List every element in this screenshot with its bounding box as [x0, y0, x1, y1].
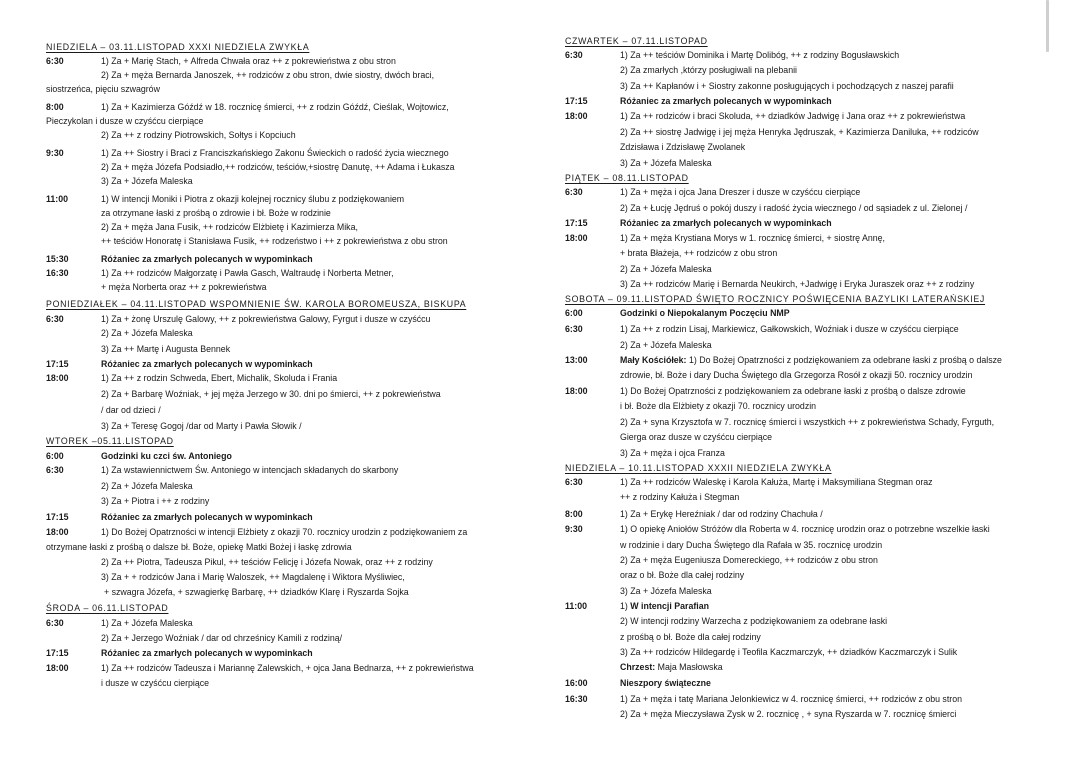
intention-text: 1) Za ++ z rodzin Lisaj, Markiewicz, Gałkowskich, Woźniak i dusze w czyśćcu cierpiące: [620, 324, 959, 334]
intention-text: ++ z rodziny Kałuża i Stegman: [620, 492, 740, 502]
intention-line: [46, 525, 526, 539]
intention-text: 1) Do Bożej Opatrzności z podziękowaniem za odebrane łaski z prośbą o dalsze zdrowie: [620, 386, 966, 396]
mass-time: 6:30: [565, 187, 583, 197]
intention-line: [565, 446, 1045, 460]
intention-line: [565, 94, 1045, 108]
intention-line: [565, 553, 1045, 567]
mass-time: 13:00: [565, 355, 588, 365]
intention-text: 2) Za + męża Bernarda Janoszek, ++ rodziców z obu stron, dwie siostry, dwóch braci,: [101, 70, 435, 80]
intention-text: Różaniec za zmarłych polecanych w wypominkach: [101, 254, 313, 264]
intention-text: Różaniec za zmarłych polecanych w wypominkach: [101, 648, 313, 658]
intention-line: [565, 246, 1045, 260]
mass-time: 6:30: [565, 50, 583, 60]
intention-line: [46, 128, 526, 142]
intention-line: [46, 676, 526, 690]
mass-time: 18:00: [46, 527, 69, 537]
intention-text: 1) Do Bożej Opatrzności w intencji Elżbiety z okazji 70. rocznicy urodzin z podziękowaniem za: [101, 527, 468, 537]
intention-text: 1) Za + Józefa Maleska: [101, 618, 193, 628]
intention-text: [620, 353, 1002, 367]
intention-text: 2) Za + syna Krzysztofa w 7. rocznicę śmierci i wszystkich ++ z pokrewieństwa Schady, Fyrguth,: [620, 417, 995, 427]
intention-text: za otrzymane łaski z prośbą o zdrowie i bł. Boże w rodzinie: [101, 208, 331, 218]
intention-text: Różaniec za zmarłych polecanych w wypominkach: [101, 512, 313, 522]
intention-text: 3) Za ++ rodziców Hildegardę i Teofila Kaczmarczyk, ++ dziadków Kaczmarczyk i Sulik: [620, 647, 958, 657]
intention-line: [565, 79, 1045, 93]
mass-time: 16:30: [565, 694, 588, 704]
intention-line: [46, 326, 526, 340]
intention-line: [565, 707, 1045, 721]
intention-line: [565, 568, 1045, 582]
intention-line: [46, 146, 526, 160]
intention-line: [565, 614, 1045, 628]
intention-line: [565, 660, 1045, 674]
intention-text: 3) Za ++ Kapłanów i + Siostry zakonne posługujących i pochodzących z naszej parafii: [620, 81, 954, 91]
intention-text: 1) Za + Marię Stach, + Alfreda Chwała oraz ++ z pokrewieństwa z obu stron: [101, 56, 396, 66]
intention-text: 3) Za ++ rodziców Marię i Bernarda Neukirch, +Jadwigę i Eryka Juraszek oraz ++ z rodziny: [620, 279, 975, 289]
intention-text: Godzinki ku czci św. Antoniego: [101, 451, 232, 461]
mass-time: 17:15: [46, 648, 69, 658]
intention-line: [565, 399, 1045, 413]
intention-text: ++ teściów Honoratę i Stanisława Fusik, ++ rodzeństwo i ++ z pokrewieństwa z obu stron: [101, 236, 448, 246]
intention-line: [565, 322, 1045, 336]
intention-text: 3) Za + Piotra i ++ z rodziny: [101, 496, 210, 506]
intention-text: 1) Za wstawiennictwem Św. Antoniego w intencjach składanych do skarbony: [101, 465, 399, 475]
intention-line: [46, 463, 526, 477]
intention-line: [565, 630, 1045, 644]
intention-text: 1) Za + Kazimierza Góźdź w 18. rocznicę śmierci, ++ z rodzin Góźdź, Cieślak, Wojtowicz,: [101, 102, 449, 112]
intention-text: Różaniec za zmarłych polecanych w wypominkach: [620, 96, 832, 106]
intention-text: 1) Za ++ Siostry i Braci z Franciszkańskiego Zakonu Świeckich o radość życia wiecznego: [101, 148, 449, 158]
intention-text: zdrowie, bł. Boże i dary Ducha Świętego dla Grzegorza Rosół z okazji 50. rocznicy urodzin: [620, 370, 973, 380]
intention-line: [46, 510, 526, 524]
mass-time: 18:00: [565, 111, 588, 121]
intention-text: 2) Za ++ siostrę Jadwigę i jej męża Henryka Jędruszak, + Kazimierza Daniluka, ++ rodziców: [620, 127, 979, 137]
mass-time: 6:30: [46, 465, 64, 475]
intention-line: [565, 156, 1045, 170]
intention-line: [46, 479, 526, 493]
intention-text: 2) Za zmarłych ,którzy posługiwali na plebanii: [620, 65, 797, 75]
intention-line: [46, 160, 526, 174]
intention-text: Różaniec za zmarłych polecanych w wypominkach: [620, 218, 832, 228]
intention-text: 2) Za + Łucję Jędruś o pokój duszy i radość życia wiecznego / od sąsiadek z ul. Zielonej /: [620, 203, 968, 213]
intention-line: [46, 100, 526, 114]
intention-text: 2) Za + męża Eugeniusza Domereckiego, ++ rodziców z obu stron: [620, 555, 878, 565]
intention-line: [565, 125, 1045, 139]
intention-line: [565, 185, 1045, 199]
mass-time: 11:00: [565, 601, 588, 611]
intention-line: [46, 357, 526, 371]
intention-text: siostrzeńca, pięciu szwagrów: [46, 84, 160, 94]
intention-text: Gierga oraz dusze w czyśćcu cierpiące: [620, 432, 773, 442]
intention-line: [46, 494, 526, 508]
intention-text: [620, 599, 709, 613]
mass-time: 8:00: [46, 102, 64, 112]
intention-line: [46, 54, 526, 68]
intention-text: 1) Za ++ z rodzin Schweda, Ebert, Michalik, Skoluda i Frania: [101, 373, 338, 383]
intention-text: 2) Za + Józefa Maleska: [620, 340, 712, 350]
intention-line: [565, 538, 1045, 552]
scrollbar[interactable]: [1046, 0, 1049, 52]
mass-time: 11:00: [46, 194, 69, 204]
intention-text: otrzymane łaski z prośbą o dalsze bł. Boże, opiekę Matki Bożej i łaskę zdrowia: [46, 542, 352, 552]
intention-line: [46, 540, 526, 554]
intention-line: [565, 353, 1045, 367]
intention-line: [565, 216, 1045, 230]
intention-line: [46, 646, 526, 660]
intention-line: [46, 661, 526, 675]
intention-line: [565, 584, 1045, 598]
intention-text: 1) O opiekę Aniołów Stróżów dla Roberta w 4. rocznicę urodzin oraz o potrzebne wszelkie łaski: [620, 524, 990, 534]
intention-line: [46, 555, 526, 569]
mass-time: 18:00: [46, 373, 69, 383]
intention-line: [565, 277, 1045, 291]
intention-line: [46, 387, 526, 401]
intention-text: 2) Za + męża Józefa Podsiadło,++ rodziców, teściów,+siostrę Danutę, ++ Adama i Łukasza: [101, 162, 455, 172]
intention-text: 2) W intencji rodziny Warzecha z podziękowaniem za odebrane łaski: [620, 616, 888, 626]
day-heading: WTOREK –05.11.LISTOPAD: [46, 436, 174, 446]
intention-line: [565, 645, 1045, 659]
day-heading: ŚRODA – 06.11.LISTOPAD: [46, 603, 169, 613]
intention-text: 2) Za + Józefa Maleska: [101, 481, 193, 491]
intention-text: 3) Za + Józefa Maleska: [620, 586, 712, 596]
intention-line: [565, 475, 1045, 489]
mass-time: 6:30: [46, 618, 64, 628]
intention-text: 1) Za ++ rodziców Tadeusza i Mariannę Zalewskich, + ojca Jana Bednarza, ++ z pokrewieństwa: [101, 663, 474, 673]
intention-line: [565, 368, 1045, 382]
mass-time: 8:00: [565, 509, 583, 519]
intention-content: Maja Masłowska: [655, 662, 723, 672]
intention-line: [565, 490, 1045, 504]
intention-text: 1) W intencji Moniki i Piotra z okazji kolejnej rocznicy ślubu z podziękowaniem: [101, 194, 405, 204]
intention-text: 3) Za + Józefa Maleska: [101, 176, 193, 186]
intention-text: w rodzinie i dary Ducha Świętego dla Rafała w 35. rocznicę urodzin: [620, 540, 883, 550]
intention-line: [46, 371, 526, 385]
intention-line: [46, 206, 526, 220]
intention-content: 1) W intencji Parafian: [620, 601, 709, 611]
intention-line: [46, 280, 526, 294]
day-heading: NIEDZIELA – 10.11.LISTOPAD XXXII NIEDZIELA ZWYKŁA: [565, 463, 832, 473]
intention-text: 1) Za ++ rodziców Małgorzatę i Pawła Gasch, Waltraudę i Norberta Metner,: [101, 268, 394, 278]
mass-time: 18:00: [565, 233, 588, 243]
intention-line: [565, 48, 1045, 62]
intention-text: 2) Za + Józefa Maleska: [620, 264, 712, 274]
intention-text: / dar od dzieci /: [101, 405, 161, 415]
intention-line: [565, 140, 1045, 154]
intention-line: [565, 599, 1045, 613]
intention-line: [565, 262, 1045, 276]
day-heading: SOBOTA – 09.11.LISTOPAD ŚWIĘTO ROCZNICY POŚWIĘCENIA BAZYLIKI LATERAŃSKIEJ: [565, 294, 986, 304]
intention-text: Godzinki o Niepokalanym Poczęciu NMP: [620, 308, 790, 318]
intention-line: [46, 174, 526, 188]
intention-line: [565, 338, 1045, 352]
intention-text: 1) Za + męża Krystiana Morys w 1. rocznicę śmierci, + siostrę Annę,: [620, 233, 885, 243]
intention-text: [620, 660, 723, 674]
intention-line: [46, 631, 526, 645]
intention-content: 1) Do Bożej Opatrzności z podziękowaniem za odebrane łaski z prośbą o dalsze: [686, 355, 1002, 365]
intention-text: 1) Za ++ rodziców i braci Skoluda, ++ dziadków Jadwigę i Jana oraz ++ z pokrewieństwa: [620, 111, 966, 121]
mass-time: 15:30: [46, 254, 69, 264]
mass-time: 17:15: [565, 218, 588, 228]
mass-time: 6:30: [565, 477, 583, 487]
intention-text: 2) Za + Jerzego Woźniak / dar od chrześnicy Kamili z rodziną/: [101, 633, 343, 643]
intention-text: 1) Za + męża i ojca Jana Dreszer i dusze w czyśćcu cierpiące: [620, 187, 861, 197]
mass-time: 6:30: [46, 314, 64, 324]
intention-line: [565, 522, 1045, 536]
intention-text: 1) Za ++ teściów Dominika i Martę Dolibóg, ++ z rodziny Bogusławskich: [620, 50, 900, 60]
day-heading: PONIEDZIAŁEK – 04.11.LISTOPAD WSPOMNIENIE ŚW. KAROLA BOROMEUSZA, BISKUPA: [46, 299, 467, 309]
mass-time: 17:15: [46, 359, 69, 369]
mass-time: 6:00: [565, 308, 583, 318]
intention-line: [46, 570, 526, 584]
intention-text: 2) Za ++ Piotra, Tadeusza Pikul, ++ teściów Felicję i Józefa Nowak, oraz ++ z rodziny: [101, 557, 433, 567]
mass-time: 6:30: [565, 324, 583, 334]
intention-text: Nieszpory świąteczne: [620, 678, 711, 688]
intention-text: Zdzisława i Zdzisławę Zwolanek: [620, 142, 746, 152]
mass-time: 18:00: [565, 386, 588, 396]
intention-text: z prośbą o bł. Boże dla całej rodziny: [620, 632, 761, 642]
intention-text: 3) Za + męża i ojca Franza: [620, 448, 725, 458]
intention-line: [565, 430, 1045, 444]
day-heading: PIĄTEK – 08.11.LISTOPAD: [565, 173, 689, 183]
intention-text: oraz o bł. Boże dla całej rodziny: [620, 570, 745, 580]
intention-text: 1) Za + męża i tatę Mariana Jelonkiewicz w 4. rocznicę śmierci, ++ rodziców z obu stron: [620, 694, 962, 704]
intention-line: [46, 82, 526, 96]
intention-line: [46, 403, 526, 417]
intention-text: 3) Za ++ Martę i Augusta Bennek: [101, 344, 231, 354]
intention-text: 2) Za + Józefa Maleska: [101, 328, 193, 338]
mass-time: 17:15: [565, 96, 588, 106]
intention-line: [565, 692, 1045, 706]
intention-text: 2) Za + Barbarę Woźniak, + jej męża Jerzego w 30. dni po śmierci, ++ z pokrewieństwa: [101, 389, 441, 399]
intention-line: [46, 342, 526, 356]
intention-line: [565, 415, 1045, 429]
intention-line: [46, 220, 526, 234]
intention-text: 1) Za + Erykę Hereźniak / dar od rodziny Chachuła /: [620, 509, 823, 519]
mass-time: 9:30: [565, 524, 583, 534]
intention-text: i dusze w czyśćcu cierpiące: [101, 678, 210, 688]
intention-line: [46, 585, 526, 599]
intention-line: [565, 384, 1045, 398]
intention-text: 3) Za + + rodziców Jana i Marię Waloszek, ++ Magdalenę i Wiktora Myśliwiec,: [101, 572, 405, 582]
intention-line: [46, 312, 526, 326]
day-heading: CZWARTEK – 07.11.LISTOPAD: [565, 36, 708, 46]
intention-line: [565, 109, 1045, 123]
intention-line: [565, 306, 1045, 320]
intention-line: [565, 63, 1045, 77]
intention-text: 3) Za + Józefa Maleska: [620, 158, 712, 168]
mass-time: 6:00: [46, 451, 64, 461]
intention-line: [565, 507, 1045, 521]
intention-text: 3) Za + Teresę Gogoj /dar od Marty i Pawła Słowik /: [101, 421, 302, 431]
intention-line: [46, 234, 526, 248]
mass-time: 6:30: [46, 56, 64, 66]
intention-line: [565, 201, 1045, 215]
intention-text: + brata Błażeja, ++ rodziców z obu stron: [620, 248, 778, 258]
intention-text: + szwagra Józefa, + szwagierkę Barbarę, ++ dziadków Klarę i Ryszarda Sojka: [104, 587, 409, 597]
intention-text: 2) Za + męża Jana Fusik, ++ rodziców Elżbietę i Kazimierza Mika,: [101, 222, 358, 232]
intention-line: [46, 266, 526, 280]
intention-label: Mały Kościółek:: [620, 355, 687, 365]
mass-time: 16:00: [565, 678, 588, 688]
mass-time: 18:00: [46, 663, 69, 673]
intention-text: + męża Norberta oraz ++ z pokrewieństwa: [101, 282, 267, 292]
intention-label: Chrzest:: [620, 662, 656, 672]
intention-text: 1) Za ++ rodziców Waleskę i Karola Kałuża, Martę i Maksymiliana Stegman oraz: [620, 477, 933, 487]
intention-line: [565, 676, 1045, 690]
intention-text: Różaniec za zmarłych polecanych w wypominkach: [101, 359, 313, 369]
intention-line: [565, 231, 1045, 245]
intention-text: 2) Za + męża Mieczysława Zysk w 2. rocznicę , + syna Ryszarda w 7. rocznicę śmierci: [620, 709, 957, 719]
intention-text: Pieczykolan i dusze w czyśćcu cierpiące: [46, 116, 204, 126]
day-heading: NIEDZIELA – 03.11.LISTOPAD XXXI NIEDZIELA ZWYKŁA: [46, 42, 310, 52]
intention-line: [46, 419, 526, 433]
intention-line: [46, 449, 526, 463]
intention-text: 1) Za + żonę Urszulę Galowy, ++ z pokrewieństwa Galowy, Fyrgut i dusze w czyśćcu: [101, 314, 431, 324]
intention-line: [46, 192, 526, 206]
mass-time: 9:30: [46, 148, 64, 158]
intention-line: [46, 114, 526, 128]
intention-line: [46, 252, 526, 266]
mass-time: 16:30: [46, 268, 69, 278]
intention-line: [46, 616, 526, 630]
intention-text: i bł. Boże dla Elżbiety z okazji 70. rocznicy urodzin: [620, 401, 817, 411]
mass-time: 17:15: [46, 512, 69, 522]
intention-text: 2) Za ++ z rodziny Piotrowskich, Sołtys i Kopciuch: [101, 130, 296, 140]
intention-line: [46, 68, 526, 82]
